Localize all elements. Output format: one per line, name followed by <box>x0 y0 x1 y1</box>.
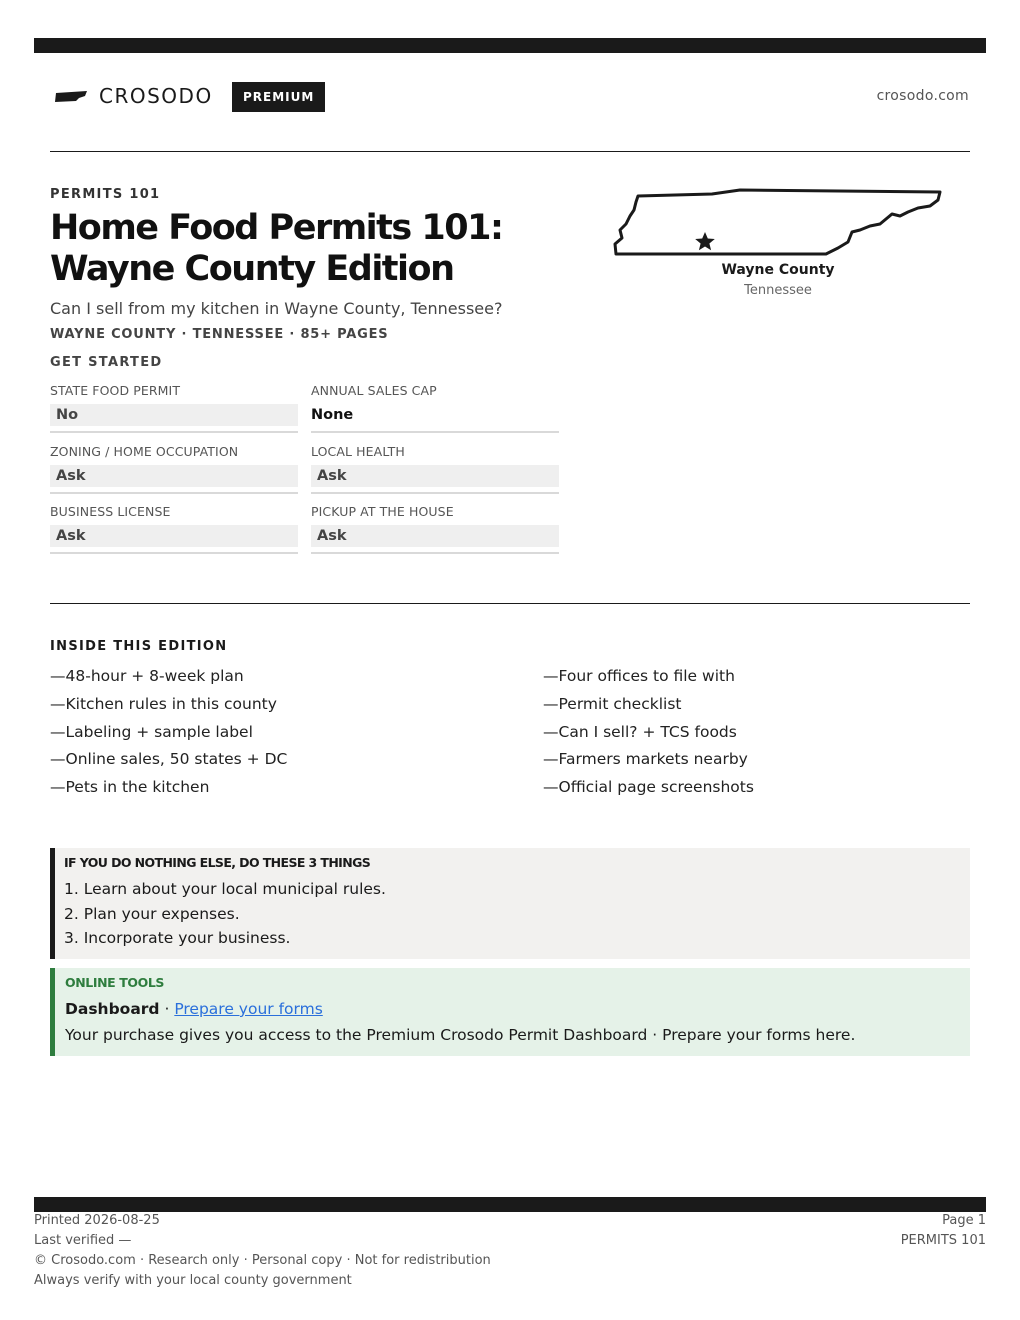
prepare-forms-link[interactable]: Prepare your forms <box>174 1000 323 1018</box>
field-underline <box>50 552 298 554</box>
last-verified: Last verified — <box>34 1233 132 1248</box>
field-underline <box>311 492 559 494</box>
three-things-callout <box>50 848 970 959</box>
toc-left <box>50 663 287 802</box>
field-value: Ask <box>50 465 298 487</box>
toc-item: —Farmers markets nearby <box>543 750 748 769</box>
tennessee-shape-icon <box>54 88 88 104</box>
map-county-label: Wayne County <box>721 262 835 278</box>
toc-item: —Kitchen rules in this county <box>50 694 277 713</box>
field-underline <box>50 492 298 494</box>
toc-item: —48-hour + 8-week plan <box>50 667 244 685</box>
field-underline <box>311 552 559 554</box>
field-underline <box>50 431 298 433</box>
tennessee-map <box>612 186 944 258</box>
site-url[interactable]: crosodo.com <box>876 88 969 104</box>
field-value: None <box>311 407 354 423</box>
printed-date: Printed 2026-08-25 <box>34 1213 160 1228</box>
field-label: PICKUP AT THE HOUSE <box>311 504 454 519</box>
bottom-bar <box>34 1197 986 1212</box>
toc-item: —Can I sell? + TCS foods <box>543 722 737 741</box>
section-divider <box>50 603 970 604</box>
online-tools-box <box>50 968 970 1056</box>
callout-item: 3. Incorporate your business. <box>64 929 291 947</box>
callout-item: 1. Learn about your local municipal rules. <box>64 880 386 898</box>
tools-heading: ONLINE TOOLS <box>65 975 165 990</box>
field-label: BUSINESS LICENSE <box>50 504 171 519</box>
toc-right <box>543 663 754 802</box>
toc-item: —Pets in the kitchen <box>50 778 210 797</box>
callout-heading: IF YOU DO NOTHING ELSE, DO THESE 3 THINGS <box>64 855 371 870</box>
field-value: No <box>50 404 298 426</box>
field-label: ANNUAL SALES CAP <box>311 383 437 398</box>
premium-badge: PREMIUM <box>232 82 325 112</box>
callout-item: 2. Plan your expenses. <box>64 904 240 923</box>
field-underline <box>311 431 559 433</box>
star-icon <box>695 232 715 250</box>
page-subtitle: Can I sell from my kitchen in Wayne County, Tennessee? <box>50 299 503 318</box>
page-number: Page 1 <box>942 1213 986 1228</box>
page-title: Home Food Permits 101: Wayne County Edition <box>50 208 503 289</box>
field-state-food-permit <box>50 383 298 433</box>
field-label: ZONING / HOME OCCUPATION <box>50 444 239 459</box>
field-local-health <box>311 444 559 494</box>
edition-meta: WAYNE COUNTY · TENNESSEE · 85+ PAGES <box>50 327 389 342</box>
field-value: Ask <box>311 465 559 487</box>
field-annual-sales-cap <box>311 383 559 433</box>
toc-item: —Four offices to file with <box>543 667 735 685</box>
toc-item: —Labeling + sample label <box>50 722 253 741</box>
get-started-heading: GET STARTED <box>50 355 163 370</box>
inside-heading: INSIDE THIS EDITION <box>50 639 228 654</box>
toc-item: —Online sales, 50 states + DC <box>50 750 288 769</box>
footer-right <box>901 1211 986 1251</box>
field-label: STATE FOOD PERMIT <box>50 383 181 398</box>
verify-note: Always verify with your local county government <box>34 1273 352 1288</box>
map-state-label: Tennessee <box>744 283 812 298</box>
dashboard-label: Dashboard <box>65 1000 160 1018</box>
tools-separator: · <box>159 1000 175 1018</box>
field-value: Ask <box>50 525 298 547</box>
tools-line <box>65 1000 323 1018</box>
footer-left <box>34 1211 491 1291</box>
footer-section: PERMITS 101 <box>900 1233 986 1248</box>
field-label: LOCAL HEALTH <box>311 444 405 459</box>
field-business-license <box>50 504 298 554</box>
field-value: Ask <box>311 525 559 547</box>
top-bar <box>34 38 986 53</box>
brand-name: CROSODO <box>99 84 213 108</box>
section-kicker: PERMITS 101 <box>50 187 161 202</box>
toc-item: —Official page screenshots <box>543 778 754 797</box>
callout-list <box>64 877 386 951</box>
tools-description: Your purchase gives you access to the Premium Crosodo Permit Dashboard · Prepare your forms here. <box>65 1026 856 1044</box>
header-divider <box>50 151 970 152</box>
copyright: © Crosodo.com · Research only · Personal copy · Not for redistribution <box>34 1253 491 1268</box>
field-zoning <box>50 444 298 494</box>
toc-item: —Permit checklist <box>543 694 682 713</box>
field-pickup-at-house <box>311 504 559 554</box>
